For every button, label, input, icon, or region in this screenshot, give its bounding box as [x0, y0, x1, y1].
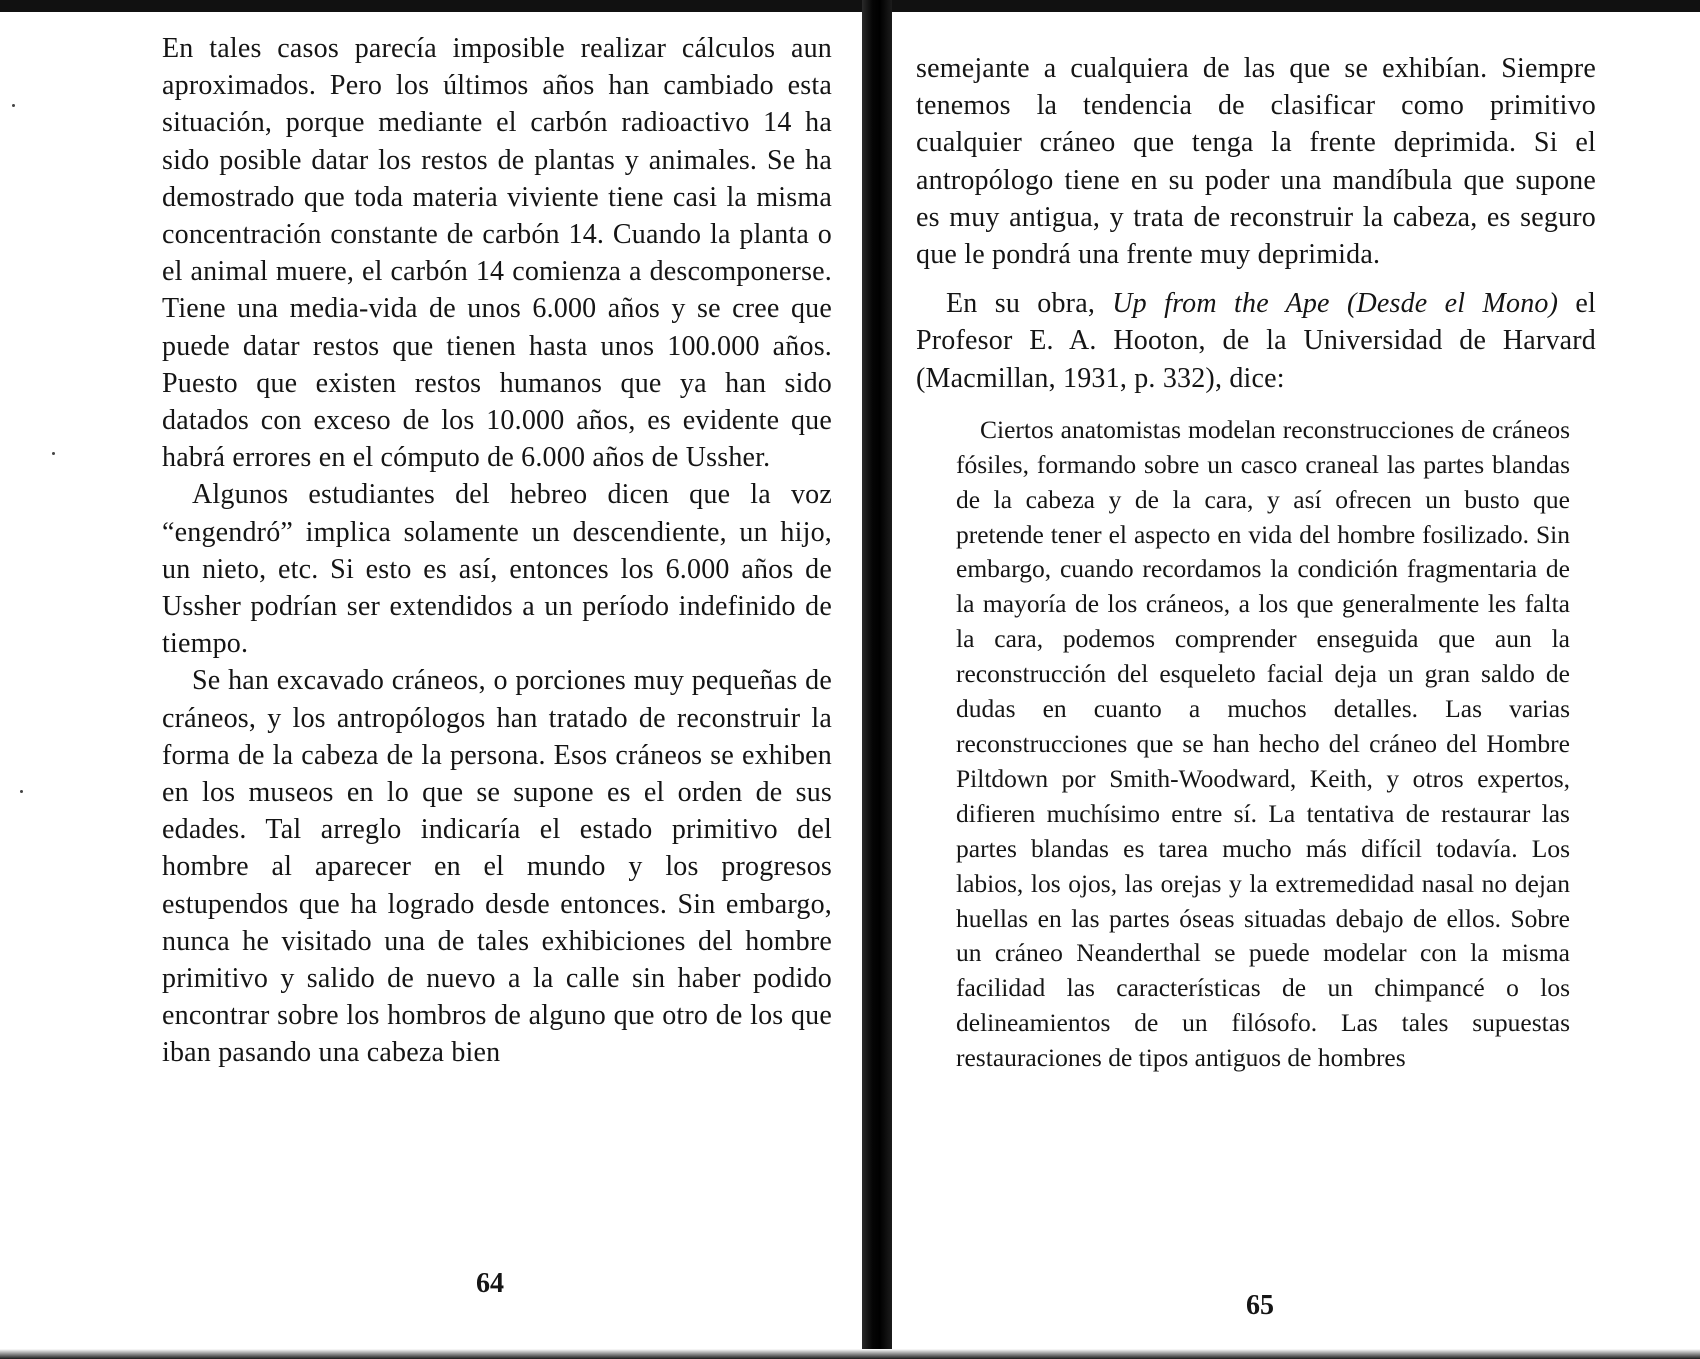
book-gutter — [862, 0, 892, 1359]
block-quote: Ciertos anatomistas modelan reconstrucciones de cráneos fósiles, formando sobre un casco craneal las partes blandas de la cabeza y de la cara, y así ofrecen un busto que pretende tener el aspecto en vida del hombre fosilizado. Sin embargo, cuando recordamos la condición fragmentaria de la mayoría de los cráneos, a los que generalmente les falta la cara, podemos comprender enseguida que aun la reconstrucción del esqueleto facial deja un gran saldo de dudas en cuanto a muchos detalles. Las varias reconstrucciones que se han hecho del cráneo del Hombre Piltdown por Smith-Woodward, Keith, y otros expertos, difieren muchísimo entre sí. La tentativa de restaurar las partes blandas es tarea mucho más difícil todavía. Los labios, los ojos, las orejas y la extremedidad nasal no dejan huellas en las partes óseas situadas debajo de ellos. Sobre un cráneo Neanderthal se puede modelar con la misma facilidad las características de un chimpancé o los delineamientos de un filósofo. Las tales supuestas restauraciones de tipos antiguos de hombres — [956, 414, 1570, 1073]
citation-tail: el Profesor E. A. Hooton, de la Universidad de Harvard (Macmillan, 1931, p. 332), dice: — [916, 288, 1597, 394]
translated-title: (Desde el Mono) — [1346, 288, 1559, 320]
right-page — [892, 0, 1700, 1359]
paragraph: En tales casos parecía imposible realizar cálculos aun aproximados. Pero los últimos años han cambiado esta situación, porque mediante el carbón radioactivo 14 ha sido posible datar los restos de plantas y animales. Se ha demostrado que toda materia viviente tiene casi la misma concentración constante de carbón 14. Cuando la planta o el animal muere, el carbón 14 comienza a descomponerse. Tiene una media-vida de unos 6.000 años y se cree que puede datar restos que tienen hasta unos 100.000 años. Puesto que existen restos humanos que ya han sido datados con exceso de los 10.000 años, es evidente que habrá errores en el cómputo de 6.000 años de Ussher. — [162, 33, 832, 474]
right-page-body — [916, 50, 1596, 1076]
paragraph: semejante a cualquiera de las que se exhibían. Siempre tenemos la tendencia de clasificar como primitivo cualquier cráneo que tenga la frente deprimida. Si el antropólogo tiene en su poder una mandíbula que supone es muy antigua, y trata de reconstruir la cabeza, es seguro que le pondrá una frente muy deprimida. — [916, 53, 1596, 271]
paragraph: Algunos estudiantes del hebreo dicen que la voz “engendró” implica solamente un descendiente, un hijo, un nieto, etc. Si esto es así, entonces los 6.000 años de Ussher podrían ser extendidos a un período indefinido de tiempo. — [162, 479, 832, 660]
scan-speck — [20, 790, 23, 793]
scan-speck — [52, 452, 55, 455]
paragraph — [916, 285, 1596, 397]
scan-bottom-edge — [0, 1349, 1700, 1359]
citation-lead: En su obra, — [946, 288, 1113, 320]
citation-space — [1330, 288, 1347, 319]
page-number: 64 — [476, 1268, 504, 1299]
left-page-body — [162, 30, 832, 1072]
scan-speck — [12, 104, 15, 107]
paragraph: Se han excavado cráneos, o porciones muy pequeñas de cráneos, y los antropólogos han tratado de reconstruir la forma de la cabeza de la persona. Esos cráneos se exhiben en los museos en lo que se supone es el orden de sus edades. Tal arreglo indicaría el estado primitivo del hombre al aparecer en el mundo y los progresos estupendos que ha logrado desde entonces. Sin embargo, nunca he visitado una de tales exhibiciones del hombre primitivo y salido de nuevo a la calle sin haber podido encontrar sobre los hombros de alguno que otro de los que iban pasando una cabeza bien — [162, 665, 832, 1069]
page-number: 65 — [1246, 1290, 1274, 1321]
book-title: Up from the Ape — [1112, 288, 1330, 320]
